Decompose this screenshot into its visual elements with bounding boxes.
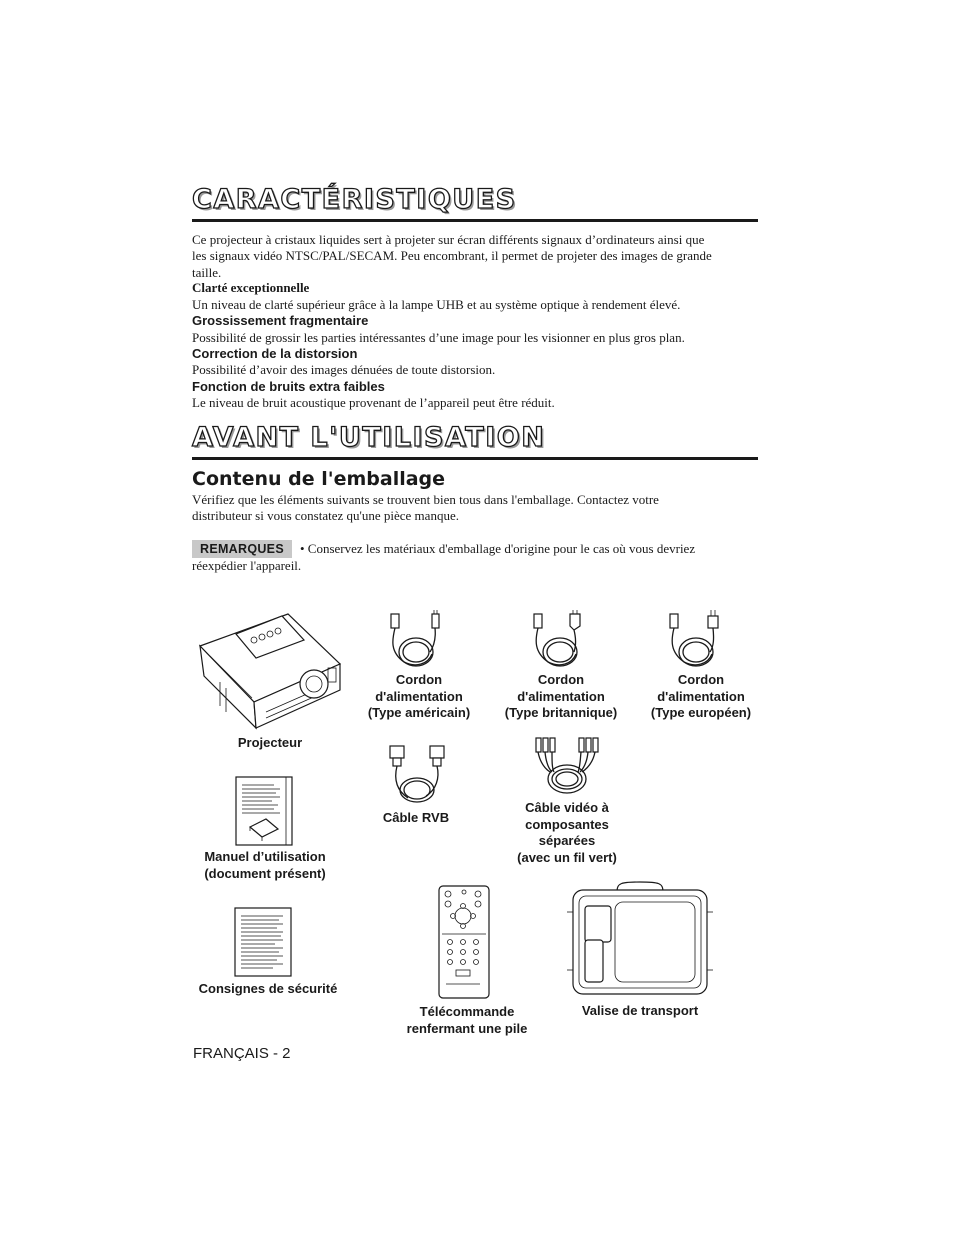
caption-power-cord-eu: Cordon d'alimentation (Type européen) xyxy=(650,672,752,720)
section-title-avant-utilisation: AVANT L'UTILISATION xyxy=(192,422,546,453)
page-footer: FRANÇAIS - 2 xyxy=(193,1045,291,1062)
remarques-badge: REMARQUES xyxy=(192,540,292,558)
projector-illustration xyxy=(196,606,346,736)
intro-line: les signaux vidéo NTSC/PAL/SECAM. Peu encombrant, il permet de projeter des images de grande xyxy=(192,248,712,264)
caption-component-video-cable: Câble vidéo à composantes séparées (avec un fil vert) xyxy=(517,800,617,865)
title-rule xyxy=(192,457,758,460)
rgb-cable-illustration xyxy=(384,744,450,806)
power-cord-us-illustration xyxy=(384,610,448,672)
feature-heading: Clarté exceptionnelle xyxy=(192,280,310,295)
intro-line: distributeur si vous constatez qu'une pièce manque. xyxy=(192,508,459,524)
caption-user-manual: Manuel d’utilisation (document présent) xyxy=(204,849,326,881)
user-manual-illustration xyxy=(234,775,294,847)
intro-line: Vérifiez que les éléments suivants se trouvent bien tous dans l'emballage. Contactez votre xyxy=(192,492,659,507)
subsection-title: Contenu de l'emballage xyxy=(192,468,446,490)
caption-rgb-cable: Câble RVB xyxy=(382,810,450,825)
caption-power-cord-us: Cordon d'alimentation (Type américain) xyxy=(367,672,471,720)
intro-paragraph xyxy=(192,232,762,281)
caption-power-cord-uk: Cordon d'alimentation (Type britannique) xyxy=(504,672,618,720)
caption-safety-instructions: Consignes de sécurité xyxy=(198,981,338,996)
caption-projector: Projecteur xyxy=(237,735,303,750)
feature-text: Possibilité d’avoir des images dénuées de toute distorsion. xyxy=(192,362,496,377)
note-text: réexpédier l'appareil. xyxy=(192,558,302,574)
carrying-case-illustration xyxy=(565,880,715,998)
feature-heading: Grossissement fragmentaire xyxy=(192,313,369,328)
caption-remote-control: Télécommande renfermant une pile xyxy=(406,1004,528,1036)
note-block xyxy=(192,540,762,575)
section-title-caracteristiques: CARACTÉRISTIQUES xyxy=(192,184,517,215)
package-intro xyxy=(192,492,762,525)
safety-instructions-illustration xyxy=(233,906,293,978)
feature-text: Un niveau de clarté supérieur grâce à la lampe UHB et au système optique à rendement élevé. xyxy=(192,297,681,312)
intro-line: Ce projecteur à cristaux liquides sert à projeter sur écran différents signaux d’ordinateurs ainsi que xyxy=(192,232,705,247)
note-text: • Conservez les matériaux d'emballage d'origine pour le cas où vous devriez xyxy=(299,541,696,556)
feature-text: Possibilité de grossir les parties intéressantes d’une image pour les visionner en plus gros plan. xyxy=(192,330,685,345)
remote-control-illustration xyxy=(436,884,492,1000)
component-video-cable-illustration xyxy=(532,734,602,796)
intro-line: taille. xyxy=(192,264,222,280)
power-cord-eu-illustration xyxy=(664,610,728,672)
title-rule xyxy=(192,219,758,222)
feature-heading: Correction de la distorsion xyxy=(192,346,358,361)
caption-carrying-case: Valise de transport xyxy=(581,1003,699,1018)
feature-text: Le niveau de bruit acoustique provenant de l’appareil peut être réduit. xyxy=(192,395,555,410)
power-cord-uk-illustration xyxy=(528,610,592,672)
feature-heading: Fonction de bruits extra faibles xyxy=(192,379,385,394)
